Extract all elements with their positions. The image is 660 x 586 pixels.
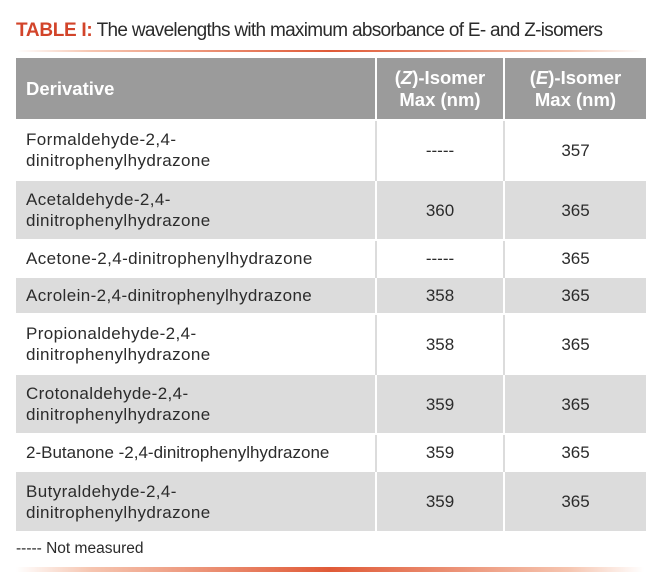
- derivative-cell: 2-Butanone -2,4-dinitrophenylhydrazone: [16, 434, 376, 471]
- derivative-cell: [16, 314, 376, 374]
- derivative-line2: dinitrophenylhydrazone: [26, 405, 211, 424]
- derivative-line2: dinitrophenylhydrazone: [26, 345, 211, 364]
- table-title: [16, 18, 656, 44]
- header-e-line1-rest: )-Isomer: [548, 66, 622, 88]
- header-e-letter: E: [535, 66, 549, 88]
- derivative-cell: Acetone-2,4-dinitrophenylhydrazone: [16, 240, 376, 277]
- z-isomer-cell: 359: [376, 471, 504, 531]
- derivative-line1: Crotonaldehyde-2,4-: [26, 384, 189, 403]
- e-isomer-cell: 365: [504, 277, 646, 314]
- table-row: [16, 374, 646, 434]
- table-body: [16, 120, 646, 531]
- derivative-cell: [16, 471, 376, 531]
- table-row: [16, 180, 646, 240]
- derivative-cell: [16, 120, 376, 180]
- e-isomer-cell: 357: [504, 120, 646, 180]
- e-isomer-cell: 365: [504, 471, 646, 531]
- derivative-line2: dinitrophenylhydrazone: [26, 151, 211, 170]
- z-isomer-cell: -----: [376, 120, 504, 180]
- table-row: [16, 277, 646, 314]
- z-isomer-cell: 358: [376, 277, 504, 314]
- derivative-line1: Acetaldehyde-2,4-: [26, 190, 171, 209]
- derivative-line1: Formaldehyde-2,4-: [26, 130, 177, 149]
- derivative-line1: Propionaldehyde-2,4-: [26, 324, 197, 343]
- table-row: [16, 471, 646, 531]
- absorbance-table: [16, 58, 646, 531]
- top-divider: [16, 50, 644, 52]
- e-isomer-cell: 365: [504, 180, 646, 240]
- header-z-letter: Z: [400, 66, 413, 88]
- e-isomer-cell: 365: [504, 314, 646, 374]
- derivative-cell: Acrolein-2,4-dinitrophenylhydrazone: [16, 277, 376, 314]
- table-title-label: TABLE I:: [16, 20, 93, 41]
- z-isomer-cell: 360: [376, 180, 504, 240]
- table-row: [16, 240, 646, 277]
- header-derivative: Derivative: [16, 58, 376, 120]
- derivative-cell: [16, 374, 376, 434]
- derivative-line2: dinitrophenylhydrazone: [26, 502, 211, 522]
- header-e-paren-open: (: [529, 66, 536, 88]
- table-title-text: The wavelengths with maximum absorbance of E- and Z-isomers: [96, 20, 603, 41]
- table-row: [16, 434, 646, 471]
- header-z-line1-rest: )-Isomer: [412, 66, 486, 88]
- header-e-isomer: [504, 58, 646, 120]
- z-isomer-cell: 358: [376, 314, 504, 374]
- derivative-cell: [16, 180, 376, 240]
- table-row: [16, 120, 646, 180]
- z-isomer-cell: -----: [376, 240, 504, 277]
- header-z-isomer: [376, 58, 504, 120]
- header-z-paren-open: (: [394, 66, 401, 88]
- table-header: [16, 58, 646, 120]
- table-row: [16, 314, 646, 374]
- footnote: ----- Not measured: [16, 540, 144, 557]
- header-e-line2: Max (nm): [534, 88, 617, 110]
- z-isomer-cell: 359: [376, 374, 504, 434]
- derivative-line2: dinitrophenylhydrazone: [26, 211, 211, 230]
- derivative-line1: Butyraldehyde-2,4-: [26, 481, 177, 501]
- e-isomer-cell: 365: [504, 240, 646, 277]
- e-isomer-cell: 365: [504, 374, 646, 434]
- e-isomer-cell: 365: [504, 434, 646, 471]
- header-z-line2: Max (nm): [399, 88, 481, 110]
- bottom-divider: [16, 567, 644, 572]
- z-isomer-cell: 359: [376, 434, 504, 471]
